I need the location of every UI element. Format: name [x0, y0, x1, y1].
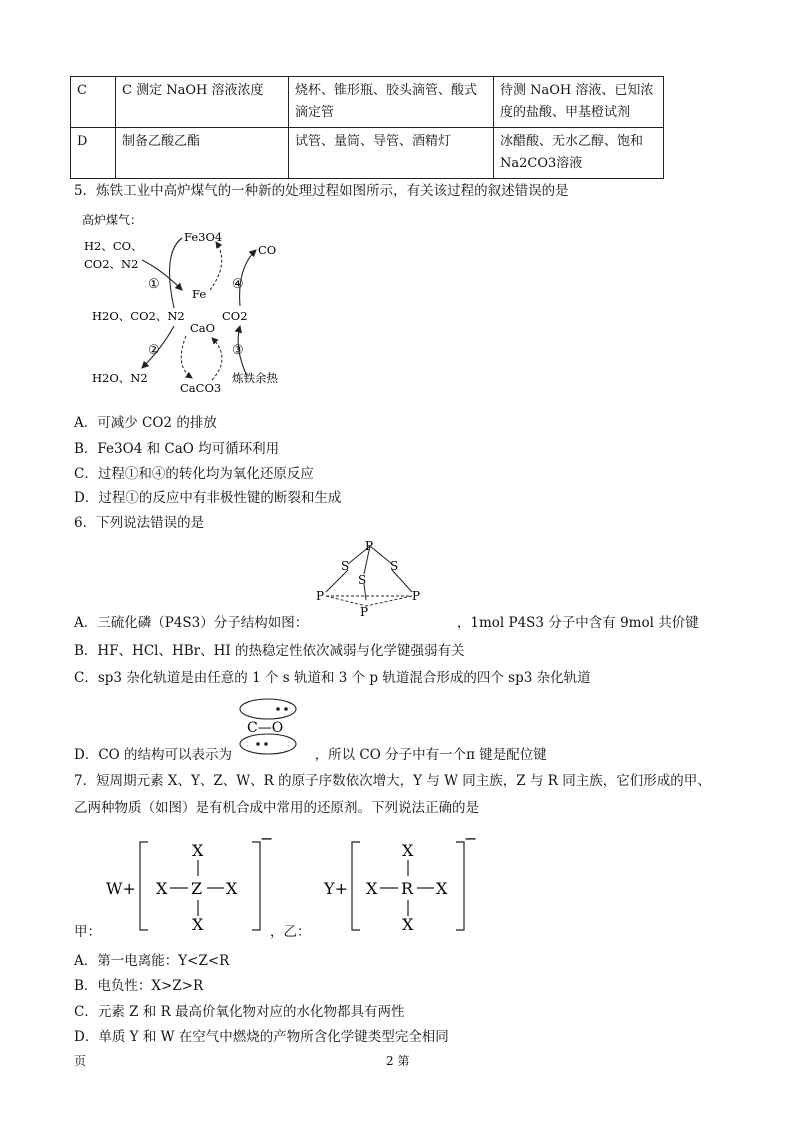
atom-p: P	[365, 539, 374, 553]
table-cell: C 测定 NaOH 溶液浓度	[116, 77, 289, 128]
q5-option-d: D．过程①的反应中有非极性键的断裂和生成	[74, 490, 342, 506]
p4s3-structure	[308, 536, 428, 616]
step2-marker: ②	[148, 343, 160, 358]
table-row	[71, 128, 664, 179]
blast-furnace-gas-diagram	[82, 208, 322, 398]
heat-label: 炼铁余热	[232, 371, 278, 385]
q6-option-b: B．HF、HCl、HBr、HI 的热稳定性依次减弱与化学键强弱有关	[74, 643, 465, 659]
atom-p: P	[412, 589, 421, 603]
table-cell: 待测 NaOH 溶液、已知浓度的盐酸、甲基橙试剂	[494, 77, 664, 128]
q6-option-a	[74, 613, 699, 633]
step1-marker: ①	[148, 277, 160, 292]
mid-left-label: H2O、CO2、N2	[92, 309, 185, 323]
table-cell: D	[71, 128, 116, 179]
out-left-label: H2O、N2	[92, 371, 148, 385]
table-cell: 冰醋酸、无水乙醇、饱和Na2CO3溶液	[494, 128, 664, 179]
yi-cation: Y+	[324, 879, 348, 898]
q7-option-c: C．元素 Z 和 R 最高价氧化物对应的水化物都具有两性	[74, 1004, 405, 1020]
jia-cation: W+	[106, 879, 136, 898]
atom-s: S	[390, 559, 399, 573]
jia-ligand: X	[226, 879, 238, 898]
q6-option-c: C．sp3 杂化轨道是由任意的 1 个 s 轨道和 3 个 p 轨道混合形成的四个 sp3 杂化轨道	[74, 670, 591, 686]
q7-yi-label: ，乙：	[270, 924, 311, 940]
diagram-title: 高炉煤气：	[82, 213, 143, 227]
table-cell: 试管、量筒、导管、酒精灯	[289, 128, 494, 179]
table-cell: 烧杯、锥形瓶、胶头滴管、酸式滴定管	[289, 77, 494, 128]
step3-marker: ③	[232, 343, 244, 358]
q7-option-a: A．第一电离能：Y<Z<R	[74, 953, 230, 969]
q5-stem: 5．炼铁工业中高炉煤气的一种新的处理过程如图所示，有关该过程的叙述错误的是	[74, 183, 569, 199]
q7-stem-line2: 乙两种物质（如图）是有机合成中常用的还原剂。下列说法正确的是	[74, 800, 479, 816]
yi-ligand: X	[402, 915, 414, 934]
q6-option-d-pre: D．CO 的结构可以表示为	[74, 747, 233, 763]
compound-jia-structure	[104, 832, 284, 942]
q6-option-a-post: ，1mol P4S3 分子中含有 9mol 共价键	[456, 615, 699, 631]
jia-center: Z	[191, 879, 203, 898]
step4-marker: ④	[232, 277, 244, 292]
q7-option-d: D．单质 Y 和 W 在空气中燃烧的产物所含化学键类型完全相同	[74, 1029, 449, 1045]
q7-option-b: B．电负性：X>Z>R	[74, 978, 204, 994]
cao-label: CaO	[190, 321, 216, 335]
atom-p: P	[316, 589, 325, 603]
yi-ligand: X	[436, 879, 448, 898]
atom-p: P	[360, 605, 369, 616]
jia-ligand: X	[192, 841, 204, 860]
q5-option-c: C．过程①和④的转化均为氧化还原反应	[74, 466, 314, 482]
table-cell: C	[71, 77, 116, 128]
experiment-table	[70, 76, 664, 179]
q6-option-d-post: ，所以 CO 分子中有一个π 键是配位键	[314, 747, 547, 763]
q7-stem-line1: 7．短周期元素 X、Y、Z、W、R 的原子序数依次增大，Y 与 W 同主族，Z 与 R 同主族，它们形成的甲、	[74, 773, 711, 789]
q5-option-a: A．可减少 CO2 的排放	[74, 415, 217, 431]
q7-jia-label: 甲：	[74, 924, 101, 940]
co-bond-text: C—O	[247, 720, 284, 736]
yi-charge: −	[464, 832, 478, 848]
table-cell: 制备乙酸乙酯	[116, 128, 289, 179]
fe-label: Fe	[192, 287, 207, 301]
q5-option-b: B．Fe3O4 和 CaO 均可循环利用	[74, 441, 280, 457]
q6-stem: 6．下列说法错误的是	[74, 515, 205, 531]
jia-charge: −	[260, 832, 274, 848]
jia-ligand: X	[192, 915, 204, 934]
q6-option-d	[74, 745, 547, 765]
fe3o4-label: Fe3O4	[184, 230, 223, 244]
jia-ligand: X	[156, 879, 168, 898]
atom-s: S	[341, 559, 350, 573]
caco3-label: CaCO3	[180, 381, 222, 395]
atom-s: S	[358, 573, 367, 587]
co-label: CO	[258, 243, 277, 257]
q6-option-a-pre: A．三硫化磷（P4S3）分子结构如图：	[74, 615, 309, 631]
yi-ligand: X	[366, 879, 378, 898]
yi-center: R	[401, 879, 414, 898]
yi-ligand: X	[402, 841, 414, 860]
compound-yi-structure	[322, 832, 502, 942]
table-row	[71, 77, 664, 128]
co2-label: CO2	[222, 309, 248, 323]
footer-left: 页	[74, 1054, 87, 1068]
page-number: 2 第	[386, 1054, 410, 1068]
gas-in-line2: CO2、N2	[84, 257, 139, 271]
gas-in-line1: H2、CO、	[84, 239, 143, 253]
